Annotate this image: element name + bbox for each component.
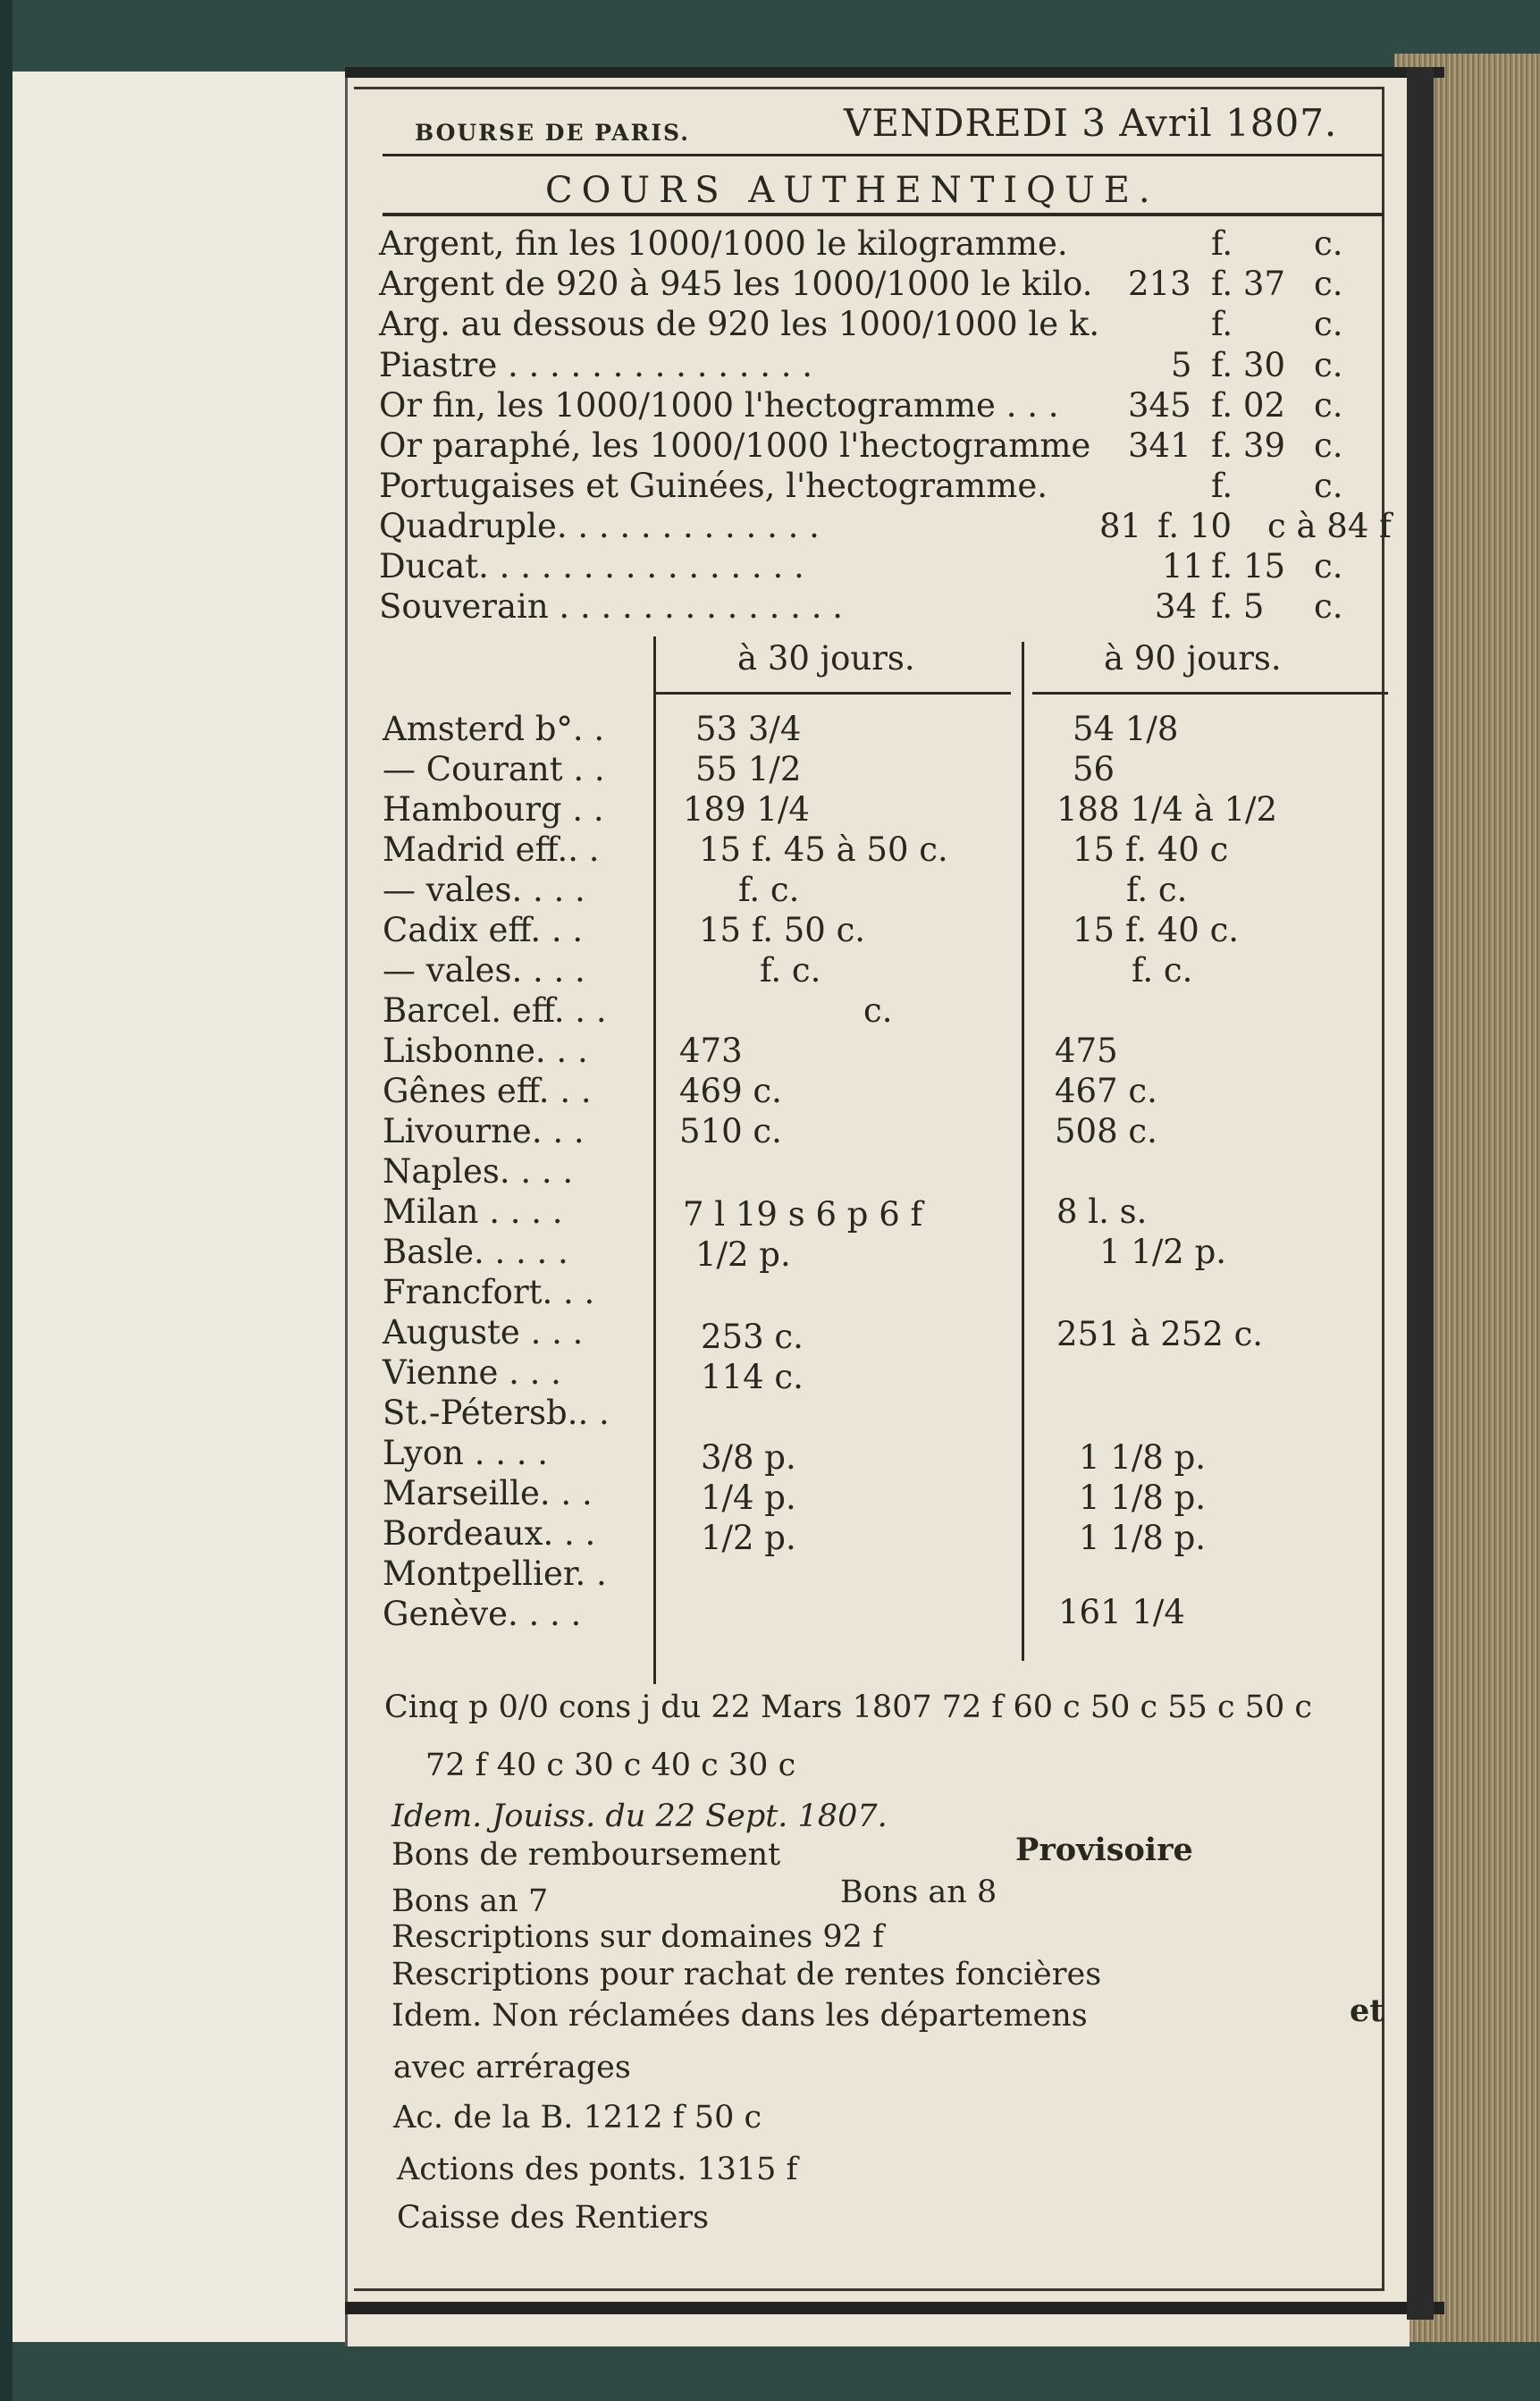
exchange-90: 15 f. 40 c. <box>1073 911 1240 949</box>
idem-jouissance: Idem. Jouiss. du 22 Sept. 1807. <box>391 1799 888 1834</box>
exchange-place: Barcel. eff. . . <box>383 991 607 1030</box>
exchange-90: 54 1/8 <box>1073 710 1179 748</box>
exchange-30: 114 c. <box>701 1358 804 1396</box>
metal-price: 34 <box>1155 587 1198 626</box>
metal-f: f. <box>1211 305 1233 343</box>
header-underline-30 <box>653 692 1011 695</box>
exchange-90: 1 1/8 p. <box>1079 1519 1207 1557</box>
rescriptions-domaines: Rescriptions sur domaines 92 f <box>391 1919 884 1955</box>
page-title: COURS AUTHENTIQUE. <box>545 170 1159 211</box>
exchange-90: f. c. <box>1126 871 1188 909</box>
exchange-place: Livourne. . . <box>383 1112 585 1150</box>
exchange-90: 475 <box>1055 1032 1118 1070</box>
metal-f: f. 39 <box>1211 426 1285 465</box>
exchange-place: Bordeaux. . . <box>383 1514 596 1553</box>
metal-price: 345 <box>1128 386 1191 425</box>
metal-c: c. <box>1314 305 1343 343</box>
exchange-place: — Courant . . <box>383 750 605 788</box>
exchange-90: 188 1/4 à 1/2 <box>1056 790 1278 829</box>
inner-frame-right <box>1382 87 1384 2291</box>
exchange-place: Francfort. . . <box>383 1273 595 1311</box>
exchange-place: Vienne . . . <box>383 1353 561 1392</box>
exchange-place: Basle. . . . . <box>383 1233 568 1271</box>
exchange-30: 1/2 p. <box>701 1519 796 1557</box>
metal-label: Argent, fin les 1000/1000 le kilogramme. <box>379 224 1068 263</box>
exchange-place: Hambourg . . <box>383 790 604 829</box>
exchange-90: 1 1/8 p. <box>1079 1479 1207 1517</box>
actions-banque: Ac. de la B. 1212 f 50 c <box>393 2100 762 2136</box>
exchange-place: Naples. . . . <box>383 1152 574 1191</box>
inner-frame-bottom <box>354 2288 1382 2291</box>
column-divider-left <box>653 636 656 1684</box>
exchange-90: f. c. <box>1132 951 1193 990</box>
metal-price: 213 <box>1128 265 1191 303</box>
exchange-30: 53 3/4 <box>695 710 802 748</box>
header-90-jours: à 90 jours. <box>1104 639 1282 678</box>
exchange-place: Amsterd b°. . <box>383 710 605 748</box>
frame-top-border <box>345 67 1444 78</box>
metal-price: 11 <box>1162 547 1205 586</box>
metal-label: Portugaises et Guinées, l'hectogramme. <box>379 467 1048 505</box>
metal-f: f. 10 <box>1157 507 1232 545</box>
metal-f: f. 5 <box>1211 587 1265 626</box>
metal-label: Quadruple. . . . . . . . . . . . . <box>379 507 820 545</box>
metal-f: f. 30 <box>1211 346 1285 384</box>
exchange-90: 508 c. <box>1055 1112 1157 1150</box>
exchange-place: Lyon . . . . <box>383 1434 549 1472</box>
exchange-90: 1 1/8 p. <box>1079 1438 1207 1477</box>
exchange-30: 1/4 p. <box>701 1479 796 1517</box>
exchange-place: Marseille. . . <box>383 1474 593 1512</box>
idem-non-reclamees: Idem. Non réclamées dans les départemens <box>391 1998 1088 2034</box>
exchange-90: 161 1/4 <box>1058 1593 1185 1631</box>
metal-c: c. <box>1314 547 1343 586</box>
avec-arrerages: avec arrérages <box>393 2050 631 2085</box>
metal-f: f. <box>1211 467 1233 505</box>
exchange-90: 56 <box>1073 750 1115 788</box>
header-rule <box>383 154 1384 156</box>
exchange-90: 15 f. 40 c <box>1073 830 1229 869</box>
exchange-place: St.-Pétersb.. . <box>383 1394 610 1432</box>
metal-c: c. <box>1314 224 1343 263</box>
left-blank-page <box>13 72 347 2342</box>
bons-an-7: Bons an 7 <box>391 1883 549 1919</box>
exchange-30: 55 1/2 <box>695 750 802 788</box>
metal-label: Piastre . . . . . . . . . . . . . . . <box>379 346 813 384</box>
metal-c: c. <box>1314 386 1343 425</box>
metal-c: c. <box>1314 346 1343 384</box>
exchange-place: Lisbonne. . . <box>383 1032 588 1070</box>
bons-an-8: Bons an 8 <box>840 1874 997 1910</box>
exchange-30: 7 l 19 s 6 p 6 f <box>683 1195 923 1234</box>
metal-price: 5 <box>1171 346 1192 384</box>
metal-label: Ducat. . . . . . . . . . . . . . . . <box>379 547 804 586</box>
metal-label: Or paraphé, les 1000/1000 l'hectogramme <box>379 426 1091 465</box>
book-cover-edge <box>0 0 13 2401</box>
exchange-30: 1/2 p. <box>695 1235 791 1274</box>
frame-bottom-border <box>345 2302 1444 2314</box>
metal-c: c à 84 f <box>1267 507 1392 545</box>
exchange-90: 8 l. s. <box>1056 1192 1148 1231</box>
bons-remboursement: Bons de remboursement <box>391 1837 781 1873</box>
header-underline-90 <box>1032 692 1388 695</box>
exchange-place: Genève. . . . <box>383 1595 582 1633</box>
exchange-30: 15 f. 45 à 50 c. <box>699 830 948 869</box>
exchange-30: 3/8 p. <box>701 1438 796 1477</box>
exchange-30: 510 c. <box>679 1112 782 1150</box>
column-divider-right <box>1022 642 1024 1661</box>
exchange-place: — vales. . . . <box>383 951 585 990</box>
caisse-rentiers: Caisse des Rentiers <box>397 2200 710 2236</box>
exchange-30: f. c. <box>738 871 800 909</box>
metal-f: f. 37 <box>1211 265 1285 303</box>
title-rule <box>383 213 1384 216</box>
et-label: et <box>1350 1992 1384 2029</box>
metal-label: Argent de 920 à 945 les 1000/1000 le kilo. <box>379 265 1093 303</box>
metal-c: c. <box>1314 467 1343 505</box>
exchange-place: — vales. . . . <box>383 871 585 909</box>
exchange-30: c. <box>863 991 893 1030</box>
header-30-jours: à 30 jours. <box>737 639 915 678</box>
metal-f: f. <box>1211 224 1233 263</box>
exchange-30: 189 1/4 <box>683 790 810 829</box>
metal-c: c. <box>1314 426 1343 465</box>
metal-c: c. <box>1314 587 1343 626</box>
metal-price: 81 <box>1099 507 1142 545</box>
metal-label: Souverain . . . . . . . . . . . . . . <box>379 587 843 626</box>
header-date: VENDREDI 3 Avril 1807. <box>844 101 1338 145</box>
metal-f: f. 15 <box>1211 547 1285 586</box>
cinq-pourcent-line: Cinq p 0/0 cons j du 22 Mars 1807 72 f 60 c 50 c 55 c 50 c <box>384 1689 1312 1725</box>
exchange-place: Cadix eff. . . <box>383 911 584 949</box>
cinq-pourcent-line2: 72 f 40 c 30 c 40 c 30 c <box>425 1748 796 1783</box>
exchange-90: 1 1/2 p. <box>1099 1233 1227 1271</box>
metal-f: f. 02 <box>1211 386 1285 425</box>
provisoire-label: Provisoire <box>1015 1832 1193 1868</box>
metal-c: c. <box>1314 265 1343 303</box>
header-bourse: BOURSE DE PARIS. <box>415 120 690 146</box>
exchange-90: 467 c. <box>1055 1072 1157 1110</box>
exchange-90: 251 à 252 c. <box>1056 1315 1264 1353</box>
exchange-30: 473 <box>679 1032 743 1070</box>
exchange-30: 469 c. <box>679 1072 782 1110</box>
rescriptions-rachat: Rescriptions pour rachat de rentes foncières <box>391 1957 1102 1992</box>
exchange-place: Auguste . . . <box>383 1313 584 1352</box>
exchange-30: f. c. <box>760 951 821 990</box>
exchange-30: 253 c. <box>701 1318 804 1356</box>
exchange-place: Montpellier. . <box>383 1554 607 1593</box>
exchange-place: Milan . . . . <box>383 1192 563 1231</box>
actions-ponts: Actions des ponts. 1315 f <box>397 2152 798 2187</box>
metal-price: 341 <box>1128 426 1191 465</box>
inner-frame-top <box>354 87 1382 89</box>
metal-label: Arg. au dessous de 920 les 1000/1000 le k. <box>379 305 1100 343</box>
exchange-place: Madrid eff.. . <box>383 830 600 869</box>
exchange-place: Gênes eff. . . <box>383 1072 592 1110</box>
frame-right-border <box>1407 67 1434 2320</box>
exchange-30: 15 f. 50 c. <box>699 911 866 949</box>
metal-label: Or fin, les 1000/1000 l'hectogramme . . . <box>379 386 1059 425</box>
